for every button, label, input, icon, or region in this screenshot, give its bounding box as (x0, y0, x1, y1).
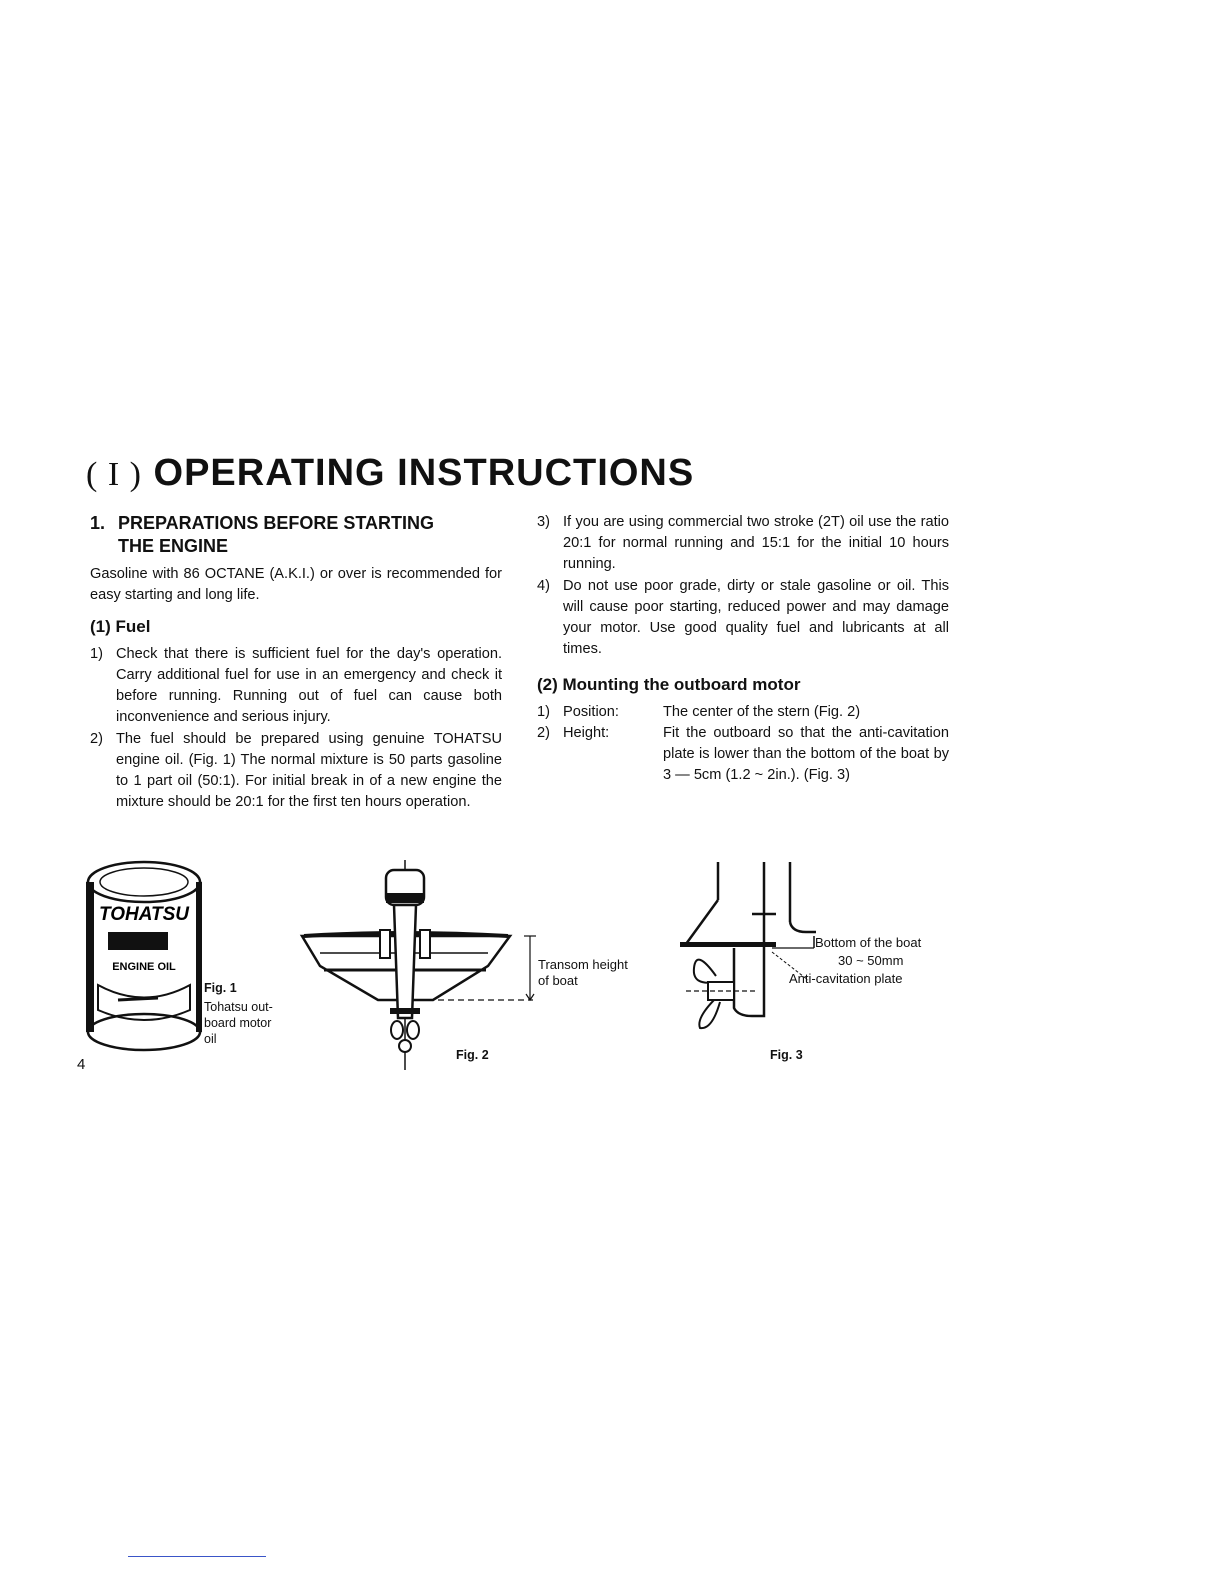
section-heading-line2: THE ENGINE (118, 536, 229, 556)
mounting-heading: (2) Mounting the outboard motor (537, 675, 801, 694)
mounting-item-position (537, 702, 949, 723)
item-label: Position: (563, 704, 619, 720)
section-heading-line1: PREPARATIONS BEFORE STARTING (118, 513, 435, 533)
item-number: 3) (537, 514, 550, 530)
fig2-caption: Fig. 2 (456, 1048, 489, 1062)
item-text: The center of the stern (Fig. 2) (663, 704, 861, 720)
page-number: 4 (77, 1056, 86, 1073)
item-text: Check that there is sufficient fuel for the day's operation. Carry additional fuel for use in an emergency and check it before running. Running out of fuel can cause both inconvenience and serious injury. (116, 646, 502, 725)
item-number: 2) (90, 731, 103, 747)
fuel-item-1 (90, 644, 502, 728)
item-label: Height: (563, 725, 610, 741)
item-number: 2) (537, 725, 550, 741)
fuel-item-4 (537, 576, 949, 660)
fuel-item-3 (537, 512, 949, 575)
boat-transom-diagram (298, 858, 548, 1073)
item-text: If you are using commercial two stroke (2T) oil use the ratio 20:1 for normal running and 15:1 for the initial 10 hours running. (563, 514, 949, 572)
fig1-description (204, 999, 273, 1047)
fig1-text-line: Tohatsu out- (204, 1000, 273, 1014)
item-text: Do not use poor grade, dirty or stale gasoline or oil. This will cause poor starting, reduced power and may damage your motor. Use good quality fuel and lubricants at all times. (563, 578, 949, 657)
title-roman-numeral: ( I ) (86, 456, 142, 493)
fig1-caption: Fig. 1 (204, 981, 237, 995)
section-1-intro: Gasoline with 86 OCTANE (A.K.I.) or over is recommended for easy starting and long life. (90, 566, 502, 603)
footer-rule (128, 1556, 266, 1557)
can-brand: TOHATSU (98, 904, 190, 925)
item-text: The fuel should be prepared using genuine TOHATSU engine oil. (Fig. 1) The normal mixture is 50 parts gasoline to 1 part oil (50:1). For initial break in of a new engine the mixture should be 20:1 for the first ten hours operation. (116, 731, 502, 810)
fig2-label (538, 957, 628, 989)
title-text: OPERATING INSTRUCTIONS (153, 452, 695, 494)
item-number: 1) (537, 704, 550, 720)
left-column (90, 512, 502, 814)
item-number: 1) (90, 646, 103, 662)
fig3-label-plate: Anti-cavitation plate (789, 971, 903, 986)
oil-can-illustration (78, 860, 218, 1060)
fuel-item-2 (90, 729, 502, 813)
page-title (86, 452, 694, 495)
fig3-label-bottom: Bottom of the boat (815, 935, 922, 950)
fig1-text-line: oil (204, 1032, 217, 1046)
section-number: 1. (90, 513, 106, 533)
fig3-label-range: 30 ~ 50mm (838, 953, 904, 968)
mounting-item-height (537, 723, 949, 786)
can-label: ENGINE OIL (112, 961, 176, 973)
fig2-label-line: of boat (538, 973, 578, 988)
right-column (537, 512, 949, 786)
item-number: 4) (537, 578, 550, 594)
fig1-text-line: board motor (204, 1016, 272, 1030)
section-1-heading (90, 512, 502, 558)
fuel-heading: (1) Fuel (90, 617, 151, 636)
fig3-caption: Fig. 3 (770, 1048, 803, 1062)
fig2-label-line: Transom height (538, 957, 628, 972)
item-text: Fit the outboard so that the anti-cavitation plate is lower than the bottom of the boat by 3 — 5cm (1.2 ~ 2in.). (Fig. 3) (663, 725, 949, 783)
